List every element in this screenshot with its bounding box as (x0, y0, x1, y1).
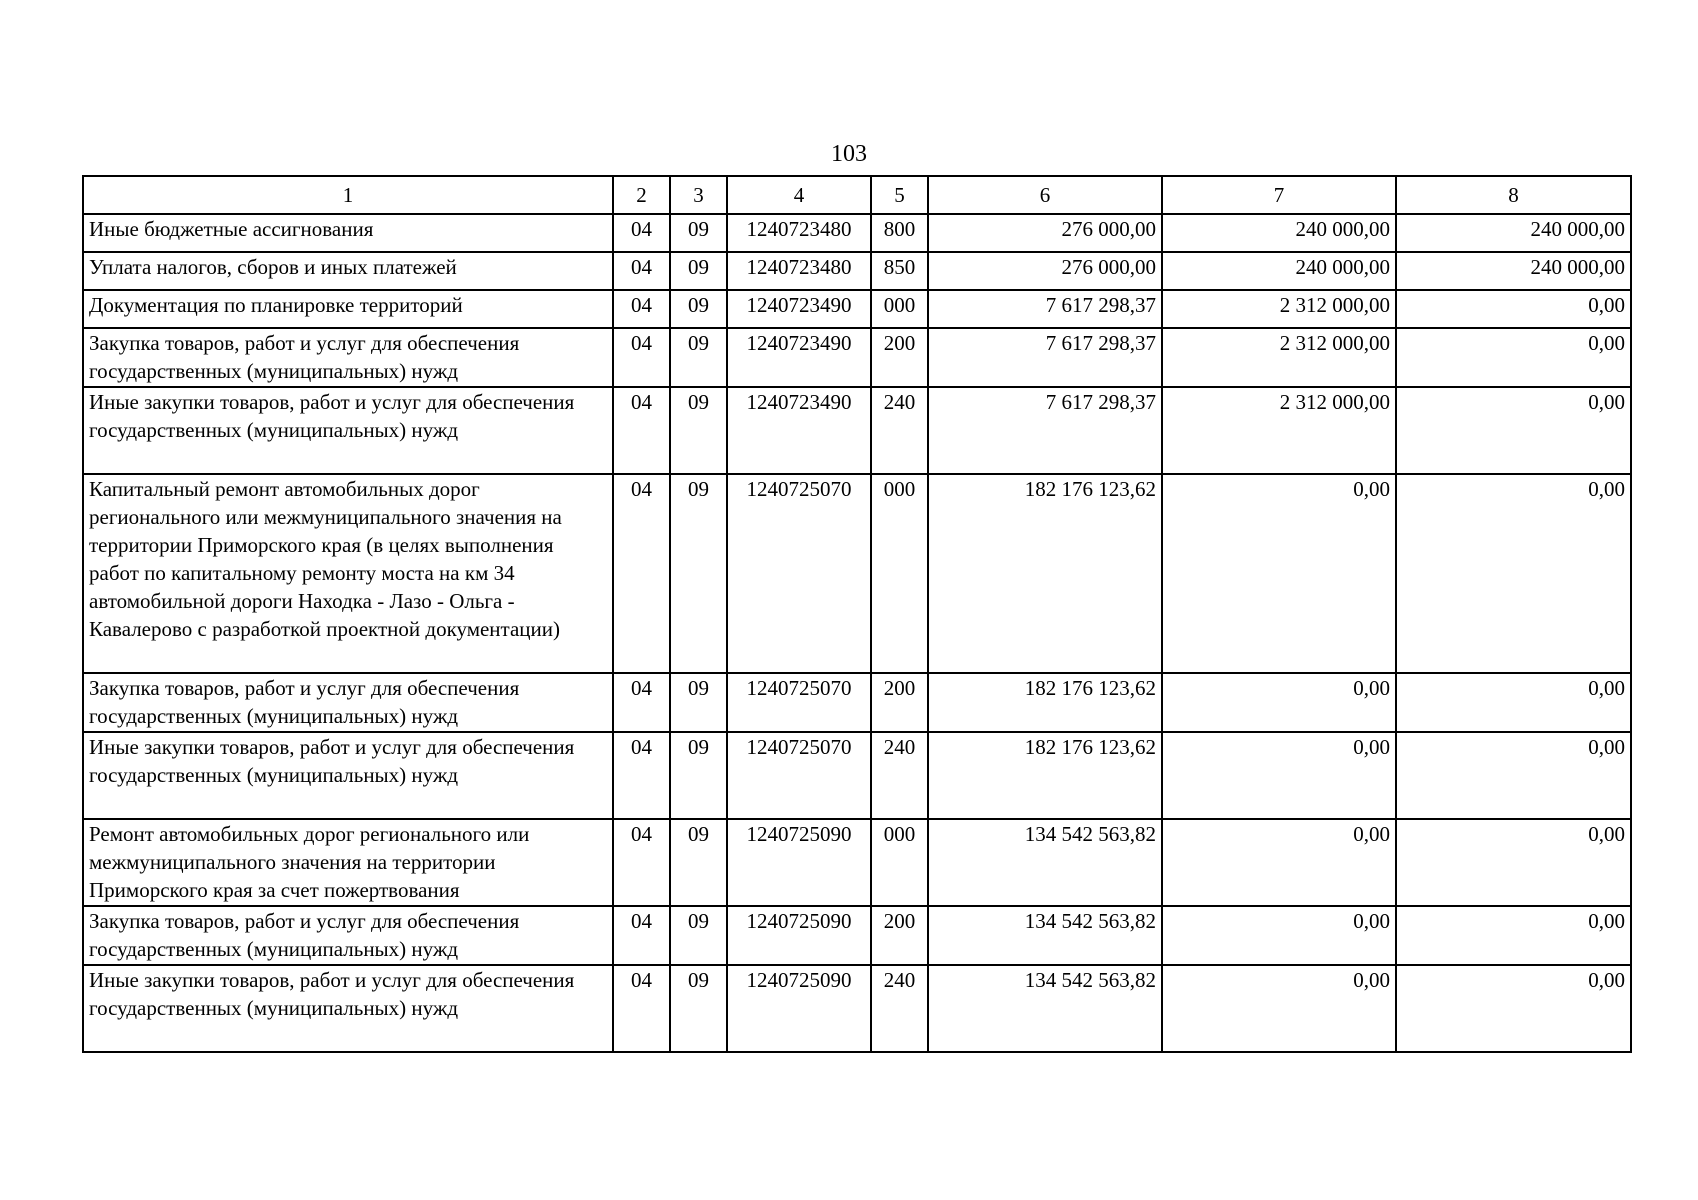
row-subsection: 09 (670, 252, 727, 290)
row-expense-type: 240 (871, 732, 928, 819)
row-amount-6: 134 542 563,82 (928, 819, 1162, 906)
row-amount-8: 0,00 (1396, 673, 1631, 732)
header-col-8: 8 (1396, 176, 1631, 214)
row-name: Иные закупки товаров, работ и услуг для обеспечения государственных (муниципальных) нужд (83, 965, 613, 1052)
table-row (83, 290, 1631, 328)
row-subsection: 09 (670, 732, 727, 819)
row-subsection: 09 (670, 906, 727, 965)
row-subsection: 09 (670, 387, 727, 474)
header-col-2: 2 (613, 176, 670, 214)
row-amount-6: 7 617 298,37 (928, 328, 1162, 387)
row-amount-6: 182 176 123,62 (928, 474, 1162, 673)
row-target-article: 1240723490 (727, 328, 871, 387)
table-row (83, 732, 1631, 819)
row-target-article: 1240725090 (727, 965, 871, 1052)
row-amount-8: 0,00 (1396, 732, 1631, 819)
row-amount-7: 2 312 000,00 (1162, 328, 1396, 387)
row-section: 04 (613, 387, 670, 474)
row-name: Иные закупки товаров, работ и услуг для обеспечения государственных (муниципальных) нужд (83, 387, 613, 474)
row-expense-type: 200 (871, 906, 928, 965)
table-row (83, 328, 1631, 387)
row-target-article: 1240725070 (727, 732, 871, 819)
row-expense-type: 000 (871, 474, 928, 673)
table-row (83, 474, 1631, 673)
row-expense-type: 240 (871, 965, 928, 1052)
row-section: 04 (613, 214, 670, 252)
row-name: Закупка товаров, работ и услуг для обеспечения государственных (муниципальных) нужд (83, 328, 613, 387)
row-section: 04 (613, 252, 670, 290)
row-amount-6: 7 617 298,37 (928, 290, 1162, 328)
table-row (83, 673, 1631, 732)
row-amount-8: 0,00 (1396, 290, 1631, 328)
header-col-1: 1 (83, 176, 613, 214)
row-target-article: 1240723480 (727, 252, 871, 290)
row-subsection: 09 (670, 290, 727, 328)
row-expense-type: 800 (871, 214, 928, 252)
row-name: Закупка товаров, работ и услуг для обеспечения государственных (муниципальных) нужд (83, 906, 613, 965)
row-target-article: 1240723490 (727, 387, 871, 474)
row-name: Уплата налогов, сборов и иных платежей (83, 252, 613, 290)
row-subsection: 09 (670, 673, 727, 732)
row-subsection: 09 (670, 819, 727, 906)
row-subsection: 09 (670, 965, 727, 1052)
table-row (83, 387, 1631, 474)
table-row (83, 965, 1631, 1052)
row-target-article: 1240725070 (727, 673, 871, 732)
table-row (83, 906, 1631, 965)
row-amount-7: 2 312 000,00 (1162, 387, 1396, 474)
row-subsection: 09 (670, 328, 727, 387)
row-name: Ремонт автомобильных дорог регионального или межмуниципального значения на территории Приморского края за счет пожертвования (83, 819, 613, 906)
row-target-article: 1240725090 (727, 819, 871, 906)
row-amount-7: 0,00 (1162, 732, 1396, 819)
row-amount-7: 2 312 000,00 (1162, 290, 1396, 328)
table-header (83, 176, 1631, 214)
row-name: Закупка товаров, работ и услуг для обеспечения государственных (муниципальных) нужд (83, 673, 613, 732)
header-col-7: 7 (1162, 176, 1396, 214)
table-row (83, 252, 1631, 290)
row-expense-type: 200 (871, 673, 928, 732)
row-amount-7: 0,00 (1162, 673, 1396, 732)
table-row (83, 819, 1631, 906)
row-section: 04 (613, 474, 670, 673)
row-amount-8: 0,00 (1396, 328, 1631, 387)
row-amount-6: 182 176 123,62 (928, 673, 1162, 732)
row-amount-8: 0,00 (1396, 965, 1631, 1052)
row-section: 04 (613, 673, 670, 732)
header-col-3: 3 (670, 176, 727, 214)
table-body (83, 214, 1631, 1052)
row-amount-7: 240 000,00 (1162, 252, 1396, 290)
row-name: Капитальный ремонт автомобильных дорог регионального или межмуниципального значения на территории Приморского края (в целях выполнения работ по капитальному ремонту моста на км 34 автомобильной дороги Находка - Лазо - Ольга - Кавалерово с разработкой проектной документации) (83, 474, 613, 673)
header-col-6: 6 (928, 176, 1162, 214)
row-target-article: 1240725090 (727, 906, 871, 965)
row-amount-8: 0,00 (1396, 474, 1631, 673)
row-section: 04 (613, 290, 670, 328)
row-amount-6: 134 542 563,82 (928, 906, 1162, 965)
row-expense-type: 240 (871, 387, 928, 474)
row-amount-8: 0,00 (1396, 819, 1631, 906)
row-target-article: 1240723480 (727, 214, 871, 252)
budget-table (82, 175, 1632, 1053)
row-amount-7: 0,00 (1162, 474, 1396, 673)
row-amount-6: 276 000,00 (928, 214, 1162, 252)
row-amount-6: 7 617 298,37 (928, 387, 1162, 474)
row-section: 04 (613, 965, 670, 1052)
row-target-article: 1240723490 (727, 290, 871, 328)
row-section: 04 (613, 328, 670, 387)
row-amount-6: 276 000,00 (928, 252, 1162, 290)
row-section: 04 (613, 732, 670, 819)
row-amount-8: 240 000,00 (1396, 214, 1631, 252)
row-section: 04 (613, 906, 670, 965)
row-name: Иные закупки товаров, работ и услуг для обеспечения государственных (муниципальных) нужд (83, 732, 613, 819)
row-name: Документация по планировке территорий (83, 290, 613, 328)
row-target-article: 1240725070 (727, 474, 871, 673)
row-section: 04 (613, 819, 670, 906)
row-amount-6: 182 176 123,62 (928, 732, 1162, 819)
row-amount-8: 0,00 (1396, 906, 1631, 965)
row-subsection: 09 (670, 214, 727, 252)
row-expense-type: 000 (871, 290, 928, 328)
row-expense-type: 000 (871, 819, 928, 906)
row-subsection: 09 (670, 474, 727, 673)
page-number: 103 (831, 141, 867, 167)
row-amount-7: 240 000,00 (1162, 214, 1396, 252)
row-amount-7: 0,00 (1162, 965, 1396, 1052)
header-col-5: 5 (871, 176, 928, 214)
row-amount-6: 134 542 563,82 (928, 965, 1162, 1052)
row-amount-8: 0,00 (1396, 387, 1631, 474)
row-expense-type: 850 (871, 252, 928, 290)
row-amount-7: 0,00 (1162, 906, 1396, 965)
header-col-4: 4 (727, 176, 871, 214)
row-expense-type: 200 (871, 328, 928, 387)
row-name: Иные бюджетные ассигнования (83, 214, 613, 252)
table-row (83, 214, 1631, 252)
row-amount-8: 240 000,00 (1396, 252, 1631, 290)
row-amount-7: 0,00 (1162, 819, 1396, 906)
